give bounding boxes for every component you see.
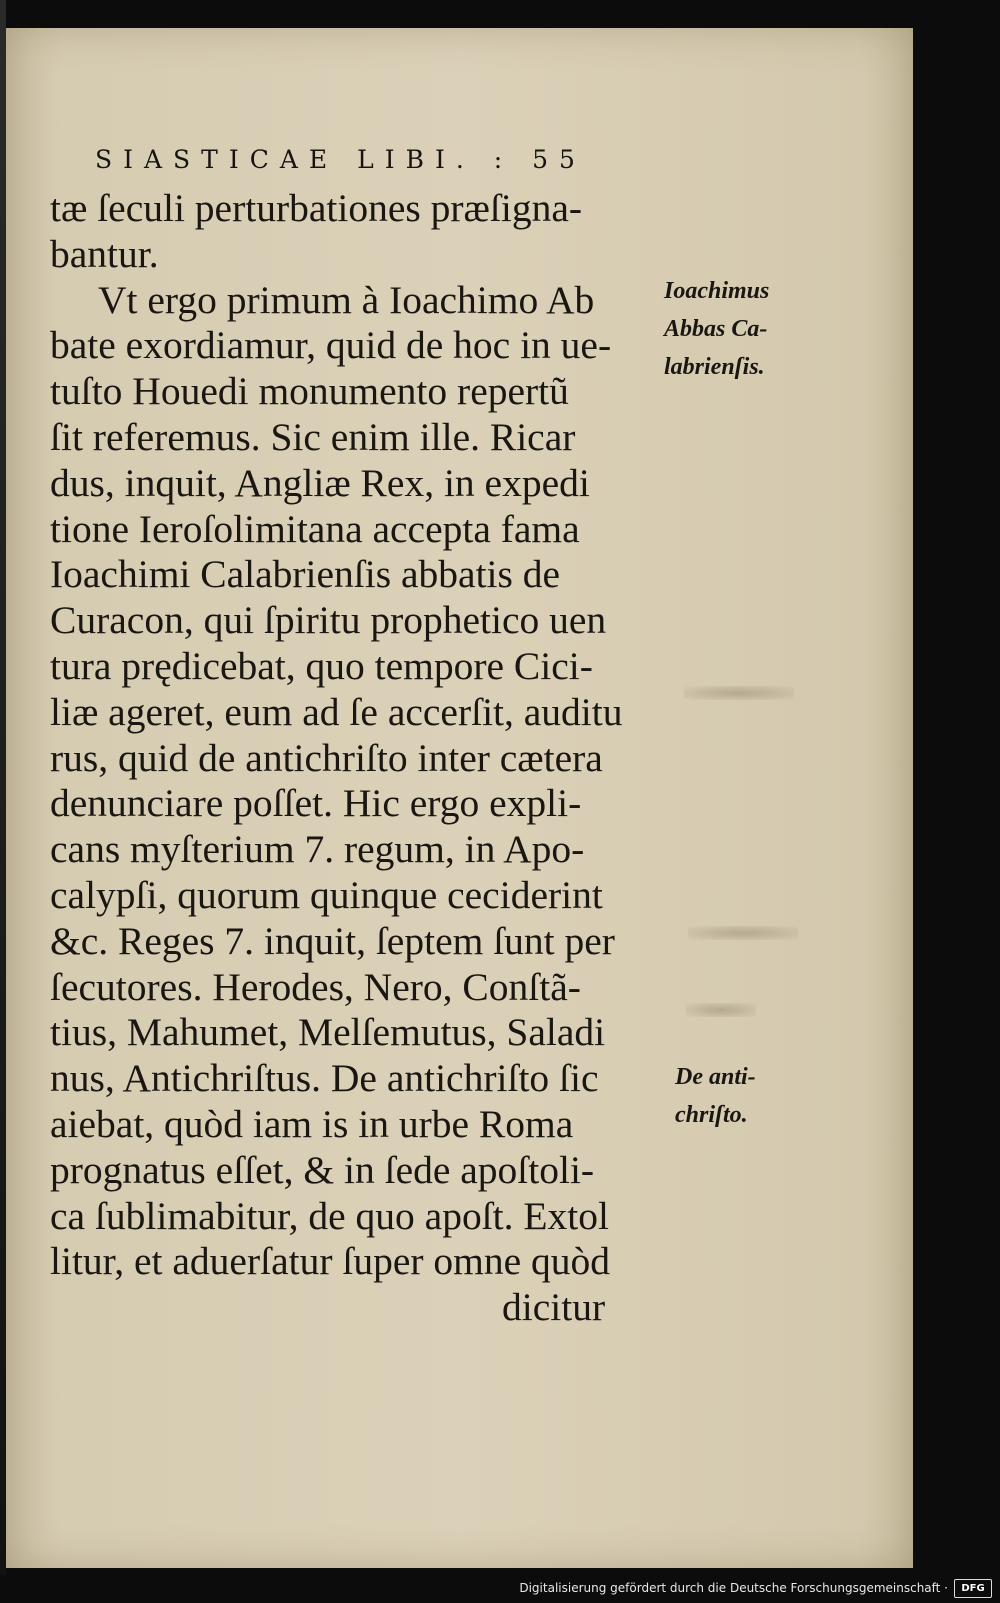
- text-line: tæ ſeculi perturbationes præſigna-: [50, 186, 583, 230]
- text-line: tius, Mahumet, Melſemutus, Saladi: [50, 1010, 606, 1055]
- ink-smudge: [688, 926, 798, 940]
- margin-note-joachim: [664, 272, 769, 386]
- text-line: Curacon, qui ſpiritu prophetico uen: [50, 598, 607, 643]
- text-line: litur, et aduerſatur ſuper omne quòd: [50, 1239, 611, 1284]
- dfg-logo-icon: DFG: [954, 1579, 992, 1598]
- text-line: ſecutores. Herodes, Nero, Conſtã-: [50, 964, 581, 1009]
- margin-note-antichrist: [675, 1058, 756, 1134]
- text-line: calypſi, quorum quinque ceciderint: [50, 872, 603, 917]
- text-line: dus, inquit, Angliæ Rex, in expedi: [50, 460, 590, 505]
- ink-smudge: [684, 686, 794, 700]
- text-line: rus, quid de antichriſto inter cætera: [50, 735, 603, 780]
- text-line: tione Ieroſolimitana accepta fama: [50, 506, 580, 551]
- text-line: Ioachimi Calabrienſis abbatis de: [50, 552, 561, 597]
- text-line: tura prędicebat, quo tempore Cici-: [50, 643, 593, 688]
- text-line: cans myſterium 7. regum, in Apo-: [50, 827, 585, 872]
- text-line: Vt ergo primum à Ioachimo Ab: [98, 277, 595, 322]
- text-line: liæ ageret, eum ad ſe accerſit, auditu: [50, 689, 623, 734]
- text-line: nus, Antichriſtus. De antichriſto ſic: [50, 1056, 599, 1101]
- text-line: denunciare poſſet. Hic ergo expli-: [50, 781, 582, 826]
- text-line: &c. Reges 7. inquit, ſeptem ſunt per: [50, 918, 615, 963]
- margin-note-line: chriſto.: [675, 1102, 748, 1128]
- text-line: bantur.: [50, 231, 159, 276]
- text-line: ſit referemus. Sic enim ille. Ricar: [50, 414, 576, 459]
- text-line: tuſto Houedi monumento repertũ: [50, 369, 569, 414]
- margin-note-line: De anti-: [675, 1064, 756, 1090]
- footer-bar: [0, 1575, 1000, 1603]
- text-line: bate exordiamur, quid de hoc in ue-: [50, 323, 612, 368]
- margin-note-line: labrienſis.: [664, 354, 765, 380]
- text-line: ca ſublimabitur, de quo apoſt. Extol: [50, 1193, 609, 1238]
- margin-note-line: Ioachimus: [664, 278, 770, 304]
- catchword: dicitur: [502, 1285, 606, 1330]
- footer-credit: Digitalisierung gefördert durch die Deutsche Forschungsgemeinschaft ·: [519, 1581, 948, 1595]
- margin-note-line: Abbas Ca-: [664, 316, 768, 342]
- running-head: SIASTICAE LIBI. : 55: [95, 145, 586, 174]
- ink-smudge: [686, 1003, 756, 1017]
- text-line: aiebat, quòd iam is in urbe Roma: [50, 1101, 574, 1146]
- body-text: [50, 186, 680, 1331]
- text-line: prognatus eſſet, & in ſede apoſtoli-: [50, 1147, 595, 1192]
